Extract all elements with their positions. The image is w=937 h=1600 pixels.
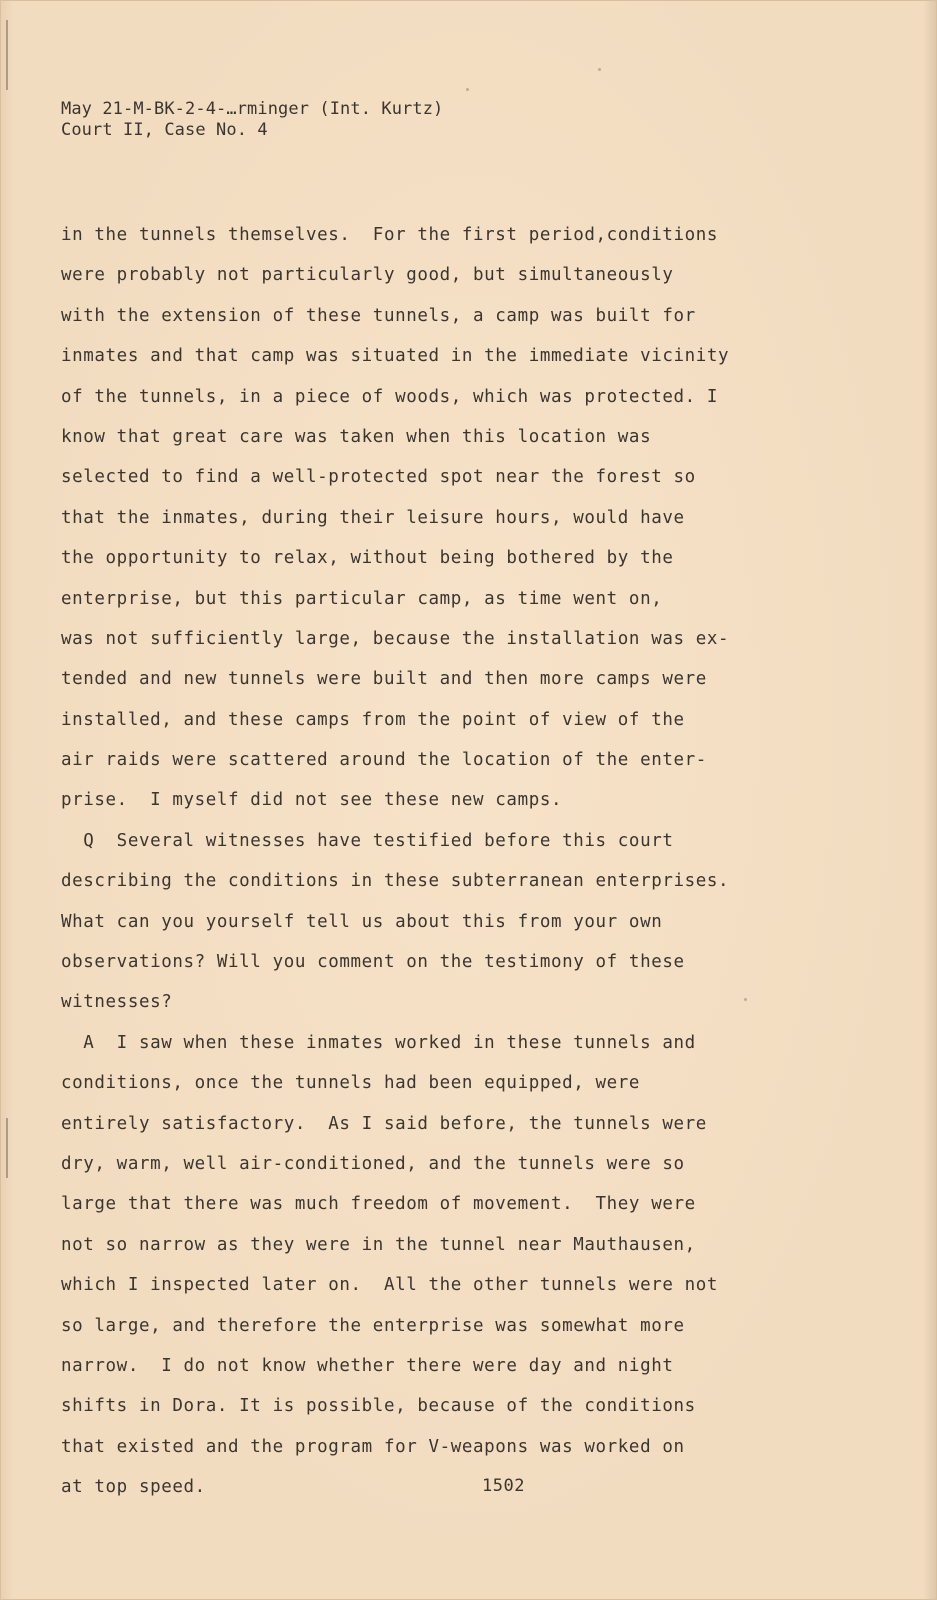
text-line: What can you yourself tell us about this from your own — [61, 911, 663, 932]
answer-line: A I saw when these inmates worked in these tunnels and — [61, 1032, 696, 1053]
transcript-body — [61, 215, 901, 1508]
text-line: selected to find a well-protected spot near the forest so — [61, 467, 696, 488]
text-line: prise. I myself did not see these new camps. — [61, 790, 563, 811]
text-line: air raids were scattered around the location of the enter- — [61, 750, 707, 771]
question-line: Q Several witnesses have testified before this court — [61, 830, 674, 851]
text-line: the opportunity to relax, without being bothered by the — [61, 548, 674, 569]
text-line: with the extension of these tunnels, a camp was built for — [61, 305, 696, 326]
page-edge-mark — [6, 20, 8, 90]
text-line: conditions, once the tunnels had been equipped, were — [61, 1073, 641, 1094]
text-line: was not sufficiently large, because the installation was ex- — [61, 628, 730, 649]
text-line: installed, and these camps from the point of view of the — [61, 709, 685, 730]
text-line: which I inspected later on. All the other tunnels were not — [61, 1275, 719, 1296]
text-line: witnesses? — [61, 992, 173, 1013]
text-line: in the tunnels themselves. For the first period,conditions — [61, 225, 719, 245]
text-line: that existed and the program for V-weapons was worked on — [61, 1436, 685, 1457]
text-line: tended and new tunnels were built and then more camps were — [61, 669, 707, 690]
text-line: enterprise, but this particular camp, as time went on, — [61, 588, 663, 609]
text-line: observations? Will you comment on the testimony of these — [61, 952, 685, 973]
text-line: so large, and therefore the enterprise was somewhat more — [61, 1315, 685, 1336]
page-edge-mark — [6, 1118, 8, 1178]
text-line: describing the conditions in these subterranean enterprises. — [61, 871, 730, 892]
text-line: that the inmates, during their leisure hours, would have — [61, 507, 685, 528]
text-line: at top speed. — [61, 1477, 206, 1498]
text-line: dry, warm, well air-conditioned, and the tunnels were so — [61, 1153, 685, 1174]
text-line: know that great care was taken when this location was — [61, 426, 652, 447]
text-line: large that there was much freedom of movement. They were — [61, 1194, 696, 1215]
text-line: of the tunnels, in a piece of woods, which was protected. I — [61, 386, 719, 407]
text-line: narrow. I do not know whether there were day and night — [61, 1355, 674, 1376]
paper-speck — [466, 88, 469, 91]
document-header — [61, 99, 443, 141]
header-line-1: May 21-M-BK-2-4-…rminger (Int. Kurtz) — [61, 99, 444, 119]
page-number: 1502 — [482, 1476, 525, 1496]
text-line: were probably not particularly good, but simultaneously — [61, 265, 674, 286]
text-line: shifts in Dora. It is possible, because of the conditions — [61, 1396, 696, 1417]
text-line: not so narrow as they were in the tunnel near Mauthausen, — [61, 1234, 696, 1255]
text-line: inmates and that camp was situated in the immediate vicinity — [61, 346, 730, 367]
paper-speck — [598, 68, 601, 71]
header-line-2: Court II, Case No. 4 — [61, 120, 268, 140]
text-line: entirely satisfactory. As I said before, the tunnels were — [61, 1113, 707, 1134]
